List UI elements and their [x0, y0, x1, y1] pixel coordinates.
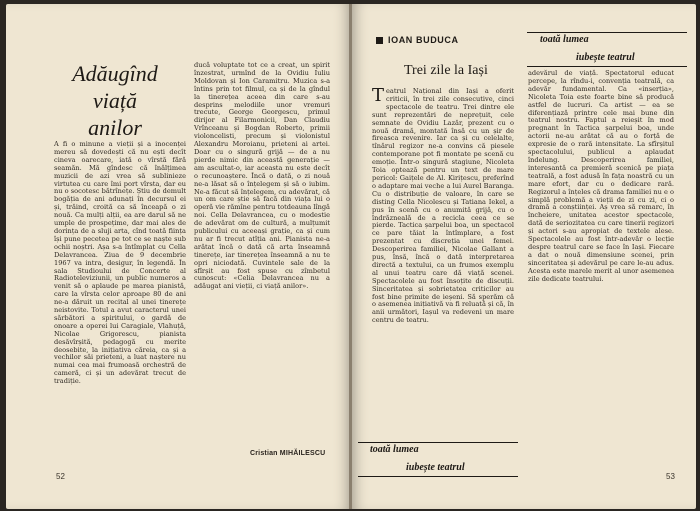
- title-line-3: anilor: [88, 115, 142, 140]
- article-title: [72, 60, 158, 141]
- slogan-bottom-line-2: iubește teatrul: [406, 462, 465, 473]
- left-article-column-2: ducă voluptate tot ce a creat, un spirit înzestrat, urmînd de la Ovidiu Iuliu Moldovan și Ion Caramitru. Muzica s-a întins prin tot filmul, ca și de la gîndul la tinerețea aceea din care s-au desprins melodiile unor vremuri trecute, George Georgescu, primul dirijor al Filarmonicii, Dan Claudiu Vrînceanu și Bogdan Roberto, primii violoncelisti, precum și violonistul Alexandru Moroianu, prieteni ai artei. Doar cu o singură grijă — de a nu pierde nimic din această generație — am ascultat-o, iar aceasta nu este decît o recunoaștere. Încă o dată, o zi nouă ne-a lăsat să o înțelegem și să o iubim. Ne-a făcut să înțelegem, cu adevărat, că un om care știe să facă din viața lui o operă vie rămîne pentru totdeauna lîngă noi. Cella Delavrancea, cu o modestie de adevărat om de cultură, a mulțumit publicului cu aceeași grație, ca și cum nu ar fi trecut atîția ani. Pianista ne-a arătat încă o dată că arta înseamnă tinerețe, iar tinerețea înseamnă a nu te opri niciodată. Cuvintele sale de la sfîrșit au fost spuse cu zîmbetul cunoscut: «Celia Delavrancea nu a adăugat ani vieții, ci viață anilor».: [194, 61, 330, 291]
- right-article-column-1: [372, 85, 514, 438]
- bottom-rule-lower: [358, 476, 518, 477]
- title-line-2: viață: [93, 88, 137, 113]
- title-line-1: Adăugînd: [72, 61, 158, 86]
- left-page: [6, 4, 350, 509]
- slogan-top-line-1: toată lumea: [540, 34, 589, 45]
- article-author: IOAN BUDUCA: [388, 35, 459, 45]
- slogan-top-line-2: iubește teatrul: [576, 52, 635, 63]
- left-article-column-1: A fi o minune a vieții și a inocenței mereu să dovedești că nu ești decît cineva oarecare, iată o vîrstă fără seamăn. Mă gîndesc că înălțimea muzicii de azi vrea să sublinieze virtutea cu care îmi port vîrsta, dar eu nu o socotesc bătrînețe. Știu de demult bogăția de ani adunați în decursul ei și, trăind, croită ca să înceapă o zi nouă. Ca mulți alții, ea are darul să ne umple de prospețime, dar mai ales de dorința de a sluji arta, cînd toată ființa își pune pecetea pe tot ce se naște sub ochii noștri. Așa s-a întîmplat cu Cella Delavrancea. Ziua de 9 decembrie 1967 va intra, desigur, în legendă. În sala Studioului de Concerte al Radioteleviziunii, un public numeros a venit să o aplaude pe marea pianistă, care la vîrsta celor aproape 80 de ani ne-a dăruit un recital al unei tinerețe neistovite. Totul a avut caracterul unei sărbători a spiritului, o gardă de onoare a operei lui Caragiale, Vlahuță, Nicolae Grigorescu, pianista desăvîrșită, pedagogă cu merite deosebite, la inițiativa căreia, ca și a vechilor săi prieteni, a luat naștere nu numai cea mai frumoasă orchestră de cameră, ci și un adevărat trecut de tradiție.: [54, 140, 186, 386]
- right-page: [352, 4, 696, 509]
- right-article-column-2: adevărul de viață. Spectatorul educat percepe, la rîndu-i, convenția teatrală, ca adevăr fundamental. Ca «inserția», Nicoleta Toia este foarte bine să producă astfel de lucruri. Ca artist — ea se diferențiază printre cele mai bune din teatrul nostru. Faptul a reieșit în mod pregnant în Tactica șarpelui boa, unde actorii ne-au arătat că au o forță de expresie de o rară intensitate. La sfîrșitul spectacolului, publicul a aplaudat îndelung. Descoperirea familiei, interesantă ca premieră scenică pe piața teatrală, a fost adusă în fața noastră cu un mare efort, dar cu o dedicare rară. Regizorul a înțeles că drama familiei nu e o simplă problemă a vieții de zi cu zi, ci o dramă a conștiinței. Aș vrea să remarc, în încheiere, unitatea acestor spectacole, dată de seriozitatea cu care tinerii regizori și actori s-au apropiat de textele alese. Spectacolele au fost într-adevăr o lecție despre teatrul care se face în Iași. Fiecare a dat o nouă dimensiune scenei, prin sinceritatea și adevărul pe care le-au adus. Acesta este marele merit al unor asemenea zile dedicate teatrului.: [528, 69, 674, 283]
- drop-cap: T: [372, 85, 385, 106]
- page-number-right: 53: [666, 472, 675, 481]
- magazine-spread: [6, 4, 696, 509]
- slogan-bottom-line-1: toată lumea: [370, 444, 419, 455]
- right-column-1-text: eatrul Național din Iași a oferit criticii, în trei zile consecutive, cinci spectacole de teatru. Trei dintre ele sunt reprezentări de neprețuit, cele semnate de Ovidiu Lazăr, prezent cu o nouă dramă, montată însă cu un șir de fireasca revenire. Iar ca și cu celelalte, tînărul regizor ne-a convins că piesele contemporane pot fi montate pe scenă cu emoție. Într-o singură stagiune, Nicoleta Toia optează pentru un text de mare pericol: Gaițele de Al. Kirițescu, preferînd o adaptare mai veche a lui Aurel Baranga. Cu o distribuție de valoare, în care se disting Cella Nicolescu și Tatiana Iekel, a pus în scenă cu o anumită grijă, cu o îndrăzneală de a recicla ceea ce se pierde. Tactica șarpelui boa, un spectacol ce pare tăiat la întîmplare, a fost prezentat cu discreția unei femei. Descoperirea familiei, Nicolae Gallant a pus, însă, încă o dată interpretarea directă a textului, ca un frumos exemplu al unui teatru care dă viață scenei. Spectacolele au fost însoțite de discuții. Sinceritatea și sobrietatea criticilor au fost bine primite de ieșeni. Să sperăm că o asemenea inițiativă va fi reluată și că, în anii următori, Iașul va redeveni un mare centru de teatru.: [372, 87, 514, 325]
- top-rule-lower: [527, 66, 687, 67]
- top-rule-upper: [527, 32, 687, 33]
- bottom-rule-upper: [358, 442, 518, 443]
- author-signature: Cristian MIHĂILESCU: [250, 450, 326, 457]
- header-square-icon: [376, 37, 383, 44]
- page-number-left: 52: [56, 472, 65, 481]
- article-title-right: Trei zile la Iași: [404, 63, 488, 78]
